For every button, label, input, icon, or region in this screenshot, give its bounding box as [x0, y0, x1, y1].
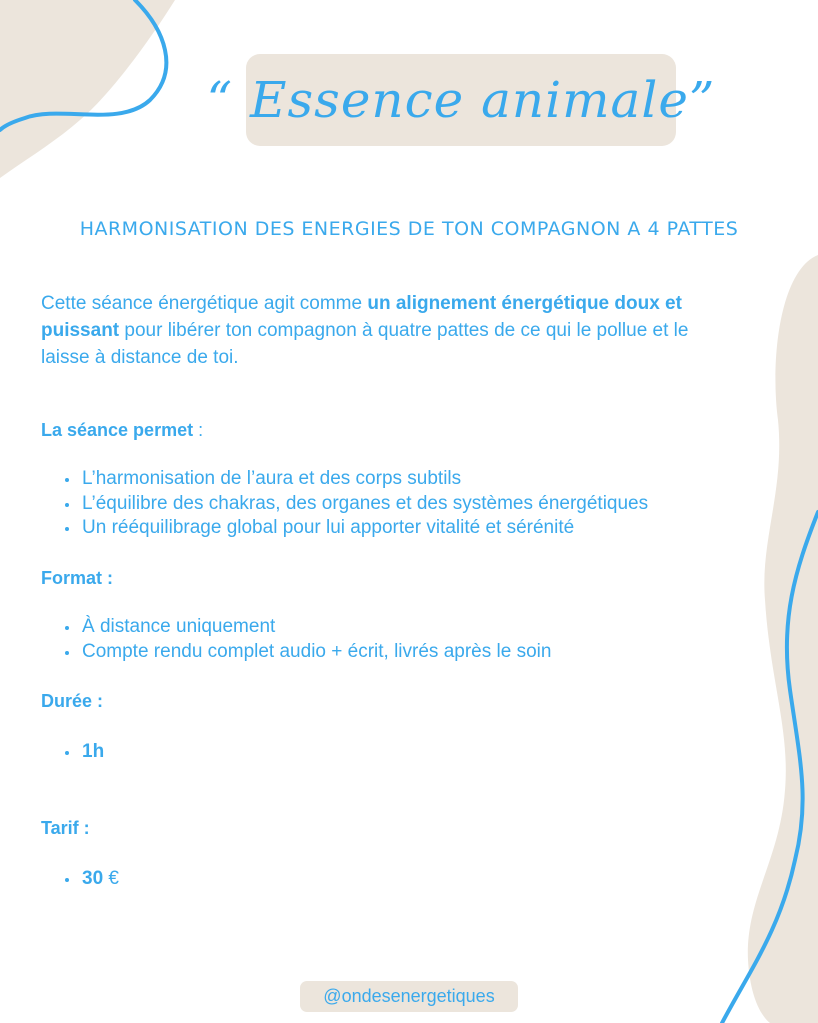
tarif-heading: Tarif : [41, 818, 90, 838]
top-left-beige-blob [0, 0, 175, 178]
page-title: “ Essence animale” [206, 71, 716, 129]
social-handle: @ondesenergetiques [300, 981, 518, 1012]
intro-text-part2: pour libérer ton compagnon à quatre pattes de ce qui le pollue et le laisse à distance de toi. [41, 320, 689, 368]
price-unit: € [103, 868, 119, 889]
duree-heading: Durée : [41, 691, 104, 711]
intro-highlight: un alignement énergétique doux et puissant [41, 293, 682, 341]
list-item: • L’équilibre des chakras, des organes et des systèmes énergétiques [80, 492, 648, 517]
format-list [60, 615, 551, 664]
list-item [80, 867, 119, 892]
list-item: • 1h [80, 740, 104, 765]
intro-text-part1: Cette séance énergétique agit comme [41, 293, 368, 314]
format-heading: Format : [41, 568, 113, 588]
duree-list [60, 740, 104, 765]
list-item: • À distance uniquement [80, 615, 551, 640]
seance-heading-colon: : [193, 420, 204, 440]
intro-paragraph [41, 290, 741, 371]
list-item: • Un rééquilibrage global pour lui apporter vitalité et sérénité [80, 516, 648, 541]
right-beige-blob [748, 255, 818, 1023]
list-item: • L’harmonisation de l’aura et des corps subtils [80, 467, 648, 492]
seance-list [60, 467, 648, 541]
tarif-list [60, 867, 119, 892]
list-item: • Compte rendu complet audio + écrit, livrés après le soin [80, 640, 551, 665]
subtitle: HARMONISATION DES ENERGIES DE TON COMPAGNON A 4 PATTES [79, 218, 739, 240]
seance-heading-label: La séance permet [41, 420, 194, 440]
seance-heading [41, 420, 203, 441]
right-blue-wave [722, 512, 818, 1023]
price-value: 30 [82, 868, 104, 889]
top-left-blue-wave [0, 0, 166, 130]
